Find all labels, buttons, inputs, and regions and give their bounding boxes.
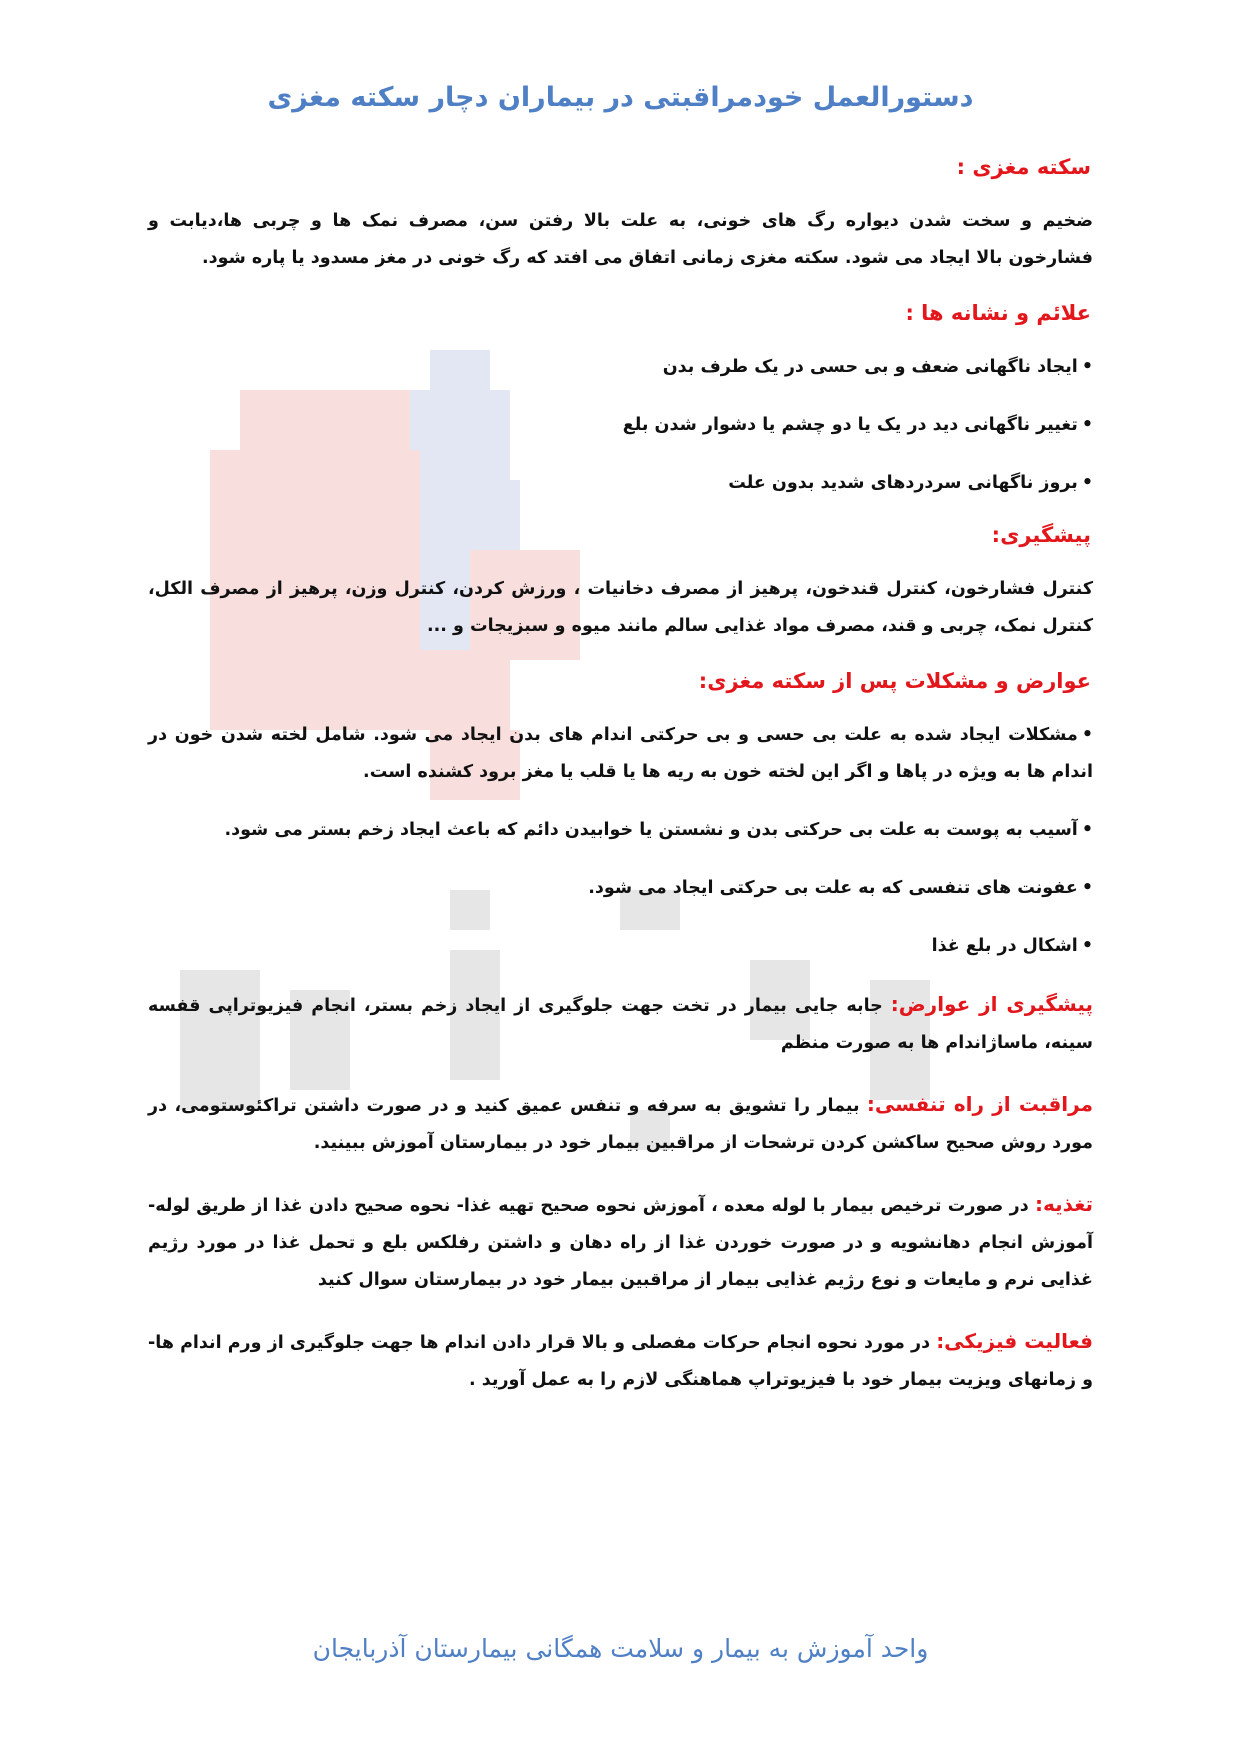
document-title: دستورالعمل خودمراقبتی در بیماران دچار سکته مغزی bbox=[267, 82, 974, 113]
symptom-text: ایجاد ناگهانی ضعف و بی حسی در یک طرف بدن bbox=[662, 357, 1078, 377]
symptom-item bbox=[148, 349, 1093, 386]
bullet-icon: • bbox=[1081, 357, 1093, 377]
nutrition-paragraph bbox=[148, 1186, 1093, 1299]
respiratory-care-paragraph bbox=[148, 1086, 1093, 1162]
bullet-icon: • bbox=[1081, 936, 1093, 956]
respiratory-care-text: بیمار را تشویق به سرفه و تنفس عمیق کنید و در صورت داشتن تراکئوستومی، در مورد روش صحیح ساکشن کردن ترشحات از مراقبین بیمار خود در بیمارستان آموزش ببینید. bbox=[148, 1096, 1093, 1153]
stroke-definition: ضخیم و سخت شدن دیواره رگ های خونی، به علت بالا رفتن سن، مصرف نمک ها و چربی ها،دیابت و فشارخون بالا ایجاد می شود. سکته مغزی زمانی اتفاق می افتد که رگ خونی در مغز مسدود یا پاره شود. bbox=[148, 211, 1093, 268]
complication-item bbox=[148, 928, 1093, 965]
complication-text: عفونت های تنفسی که به علت بی حرکتی ایجاد می شود. bbox=[588, 878, 1078, 898]
symptom-text: تغییر ناگهانی دید در یک یا دو چشم یا دشوار شدن بلع bbox=[622, 415, 1078, 435]
complication-item bbox=[148, 717, 1093, 791]
complication-item bbox=[148, 812, 1093, 849]
complication-text: مشکلات ایجاد شده به علت بی حسی و بی حرکتی اندام های بدن ایجاد می شود. شامل لخته شدن خون در اندام ها به ویژه در پاها و اگر این لخته خون به ریه ها یا قلب یا مغز برود کشنده است. bbox=[148, 725, 1093, 782]
complication-prevention-label: پیشگیری از عوارض: bbox=[890, 992, 1094, 1016]
symptom-item bbox=[148, 407, 1093, 444]
prevention-heading: پیشگیری: bbox=[991, 523, 1091, 547]
bullet-icon: • bbox=[1081, 473, 1093, 493]
complications-heading: عوارض و مشکلات پس از سکته مغزی: bbox=[698, 669, 1091, 693]
footer-text: واحد آموزش به بیمار و سلامت همگانی بیمارستان آذربایجان bbox=[312, 1634, 929, 1663]
symptoms-heading: علائم و نشانه ها : bbox=[905, 301, 1091, 325]
document-page bbox=[148, 70, 1093, 1423]
stroke-heading: سکته مغزی : bbox=[956, 155, 1091, 179]
complication-item bbox=[148, 870, 1093, 907]
physical-activity-paragraph bbox=[148, 1323, 1093, 1399]
physical-activity-text: در مورد نحوه انجام حرکات مفصلی و بالا قرار دادن اندام ها جهت جلوگیری از ورم اندام ها- و زمانهای ویزیت بیمار خود با فیزیوتراپ هماهنگی لازم را به عمل آورید . bbox=[148, 1333, 1093, 1390]
prevention-text: کنترل فشارخون، کنترل قندخون، پرهیز از مصرف دخانیات ، ورزش کردن، کنترل وزن، پرهیز از مصرف الکل، کنترل نمک، چربی و قند، مصرف مواد غذایی سالم مانند میوه و سبزیجات و ... bbox=[148, 579, 1093, 636]
complication-prevention-paragraph bbox=[148, 986, 1093, 1062]
respiratory-care-label: مراقبت از راه تنفسی: bbox=[866, 1092, 1093, 1116]
bullet-icon: • bbox=[1081, 820, 1093, 840]
bullet-icon: • bbox=[1081, 725, 1093, 745]
complication-text: آسیب به پوست به علت بی حرکتی بدن و نشستن یا خوابیدن دائم که باعث ایجاد زخم بستر می شود. bbox=[224, 820, 1078, 840]
nutrition-text: در صورت ترخیص بیمار با لوله معده ، آموزش نحوه صحیح تهیه غذا- نحوه صحیح دادن غذا از طریق لوله- آموزش انجام دهانشویه و در صورت خوردن غذا از راه دهان و داشتن رفلکس بلع و تحمل غذا در مورد رژیم غذایی نرم و مایعات و نوع رژیم غذایی بیمار از مراقبین بیمار خود در بیمارستان سوال کنید bbox=[148, 1196, 1093, 1290]
nutrition-label: تغذیه: bbox=[1035, 1192, 1093, 1216]
complication-prevention-text: جابه جایی بیمار در تخت جهت جلوگیری از ایجاد زخم بستر، انجام فیزیوتراپی قفسه سینه، ماساژاندام ها به صورت منظم bbox=[148, 996, 1093, 1053]
complication-text: اشکال در بلع غذا bbox=[931, 936, 1078, 956]
physical-activity-label: فعالیت فیزیکی: bbox=[936, 1329, 1093, 1353]
symptom-text: بروز ناگهانی سردردهای شدید بدون علت bbox=[728, 473, 1078, 493]
symptom-item bbox=[148, 465, 1093, 502]
bullet-icon: • bbox=[1081, 878, 1093, 898]
bullet-icon: • bbox=[1081, 415, 1093, 435]
